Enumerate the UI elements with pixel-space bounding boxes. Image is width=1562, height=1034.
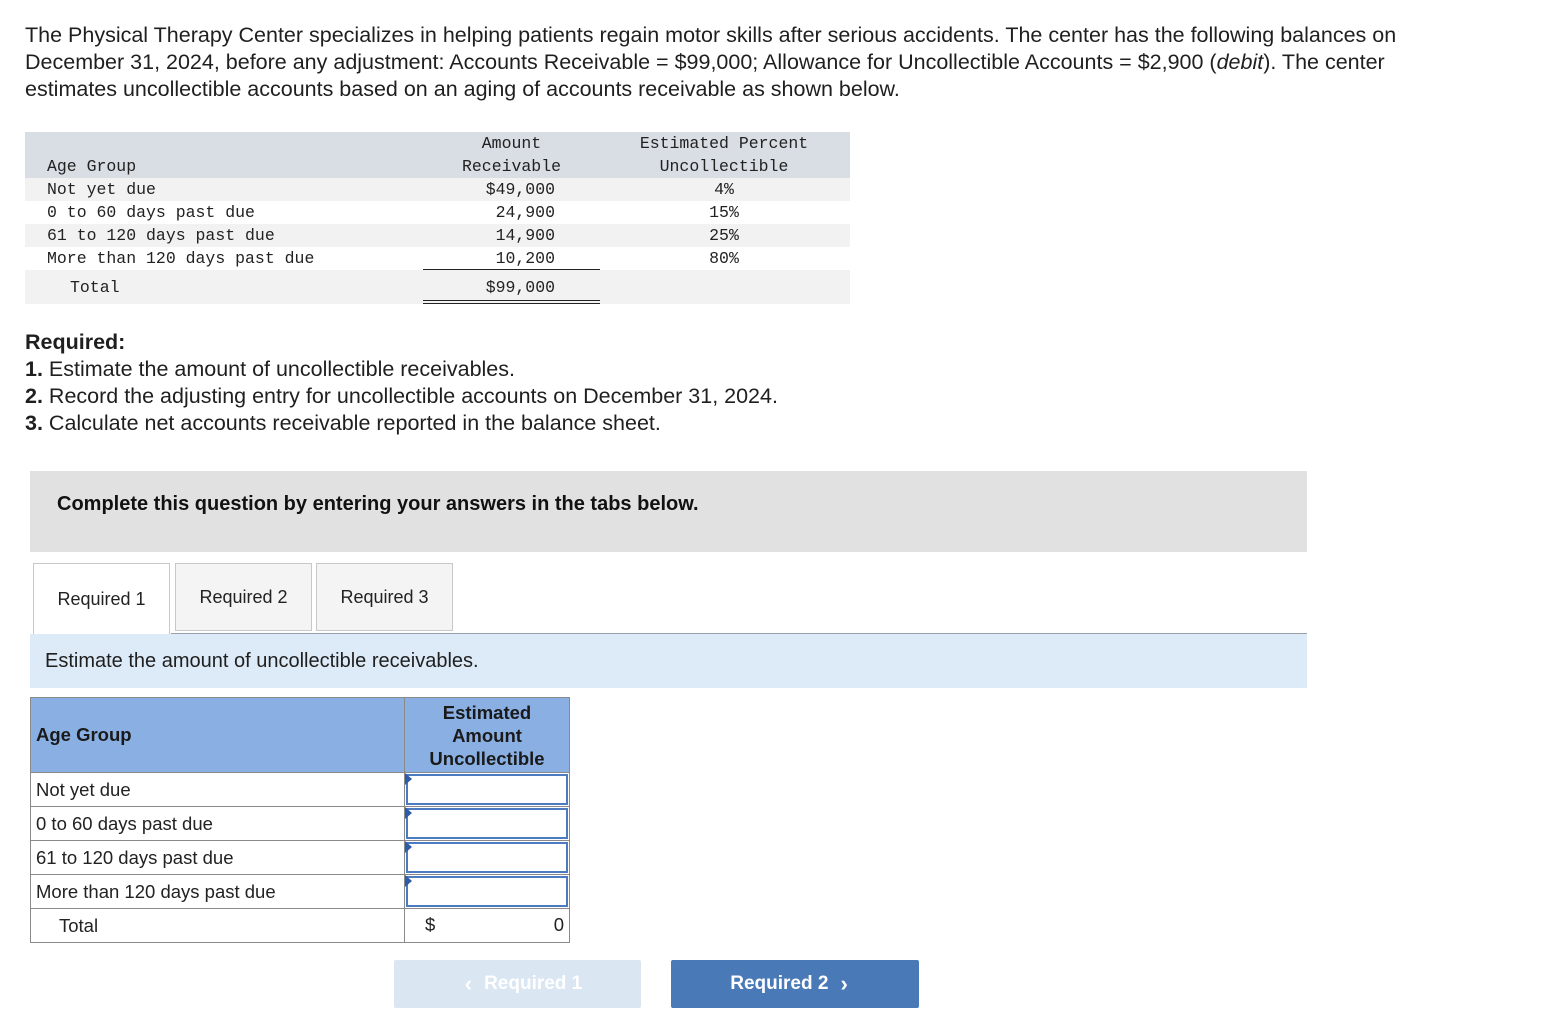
input-marker-icon [405, 875, 412, 887]
aging-row-group: 0 to 60 days past due [47, 203, 255, 222]
aging-header-percent-1: Estimated Percent [639, 134, 809, 153]
answer-row-label: 0 to 60 days past due [31, 807, 405, 841]
required-item-text: Calculate net accounts receivable reported in the balance sheet. [42, 411, 661, 435]
aging-row-group: Not yet due [47, 180, 156, 199]
aging-row-amount: 10,200 [495, 249, 555, 268]
required-item [25, 356, 778, 383]
chevron-right-icon: › [840, 971, 848, 996]
required-item [25, 410, 778, 437]
aging-header-age-group: Age Group [47, 157, 137, 176]
required-item [25, 383, 778, 410]
aging-row-group: More than 120 days past due [47, 249, 315, 268]
intro-italic: debit [1216, 50, 1264, 74]
aging-row-amount: $49,000 [485, 180, 555, 199]
complete-banner [30, 471, 1307, 552]
answer-row [31, 807, 570, 841]
currency-symbol: $ [425, 914, 436, 935]
aging-row-amount: 14,900 [495, 226, 555, 245]
tab-required-2[interactable]: Required 2 [175, 563, 312, 631]
input-box[interactable] [406, 774, 568, 805]
intro-text-1: The Physical Therapy Center specializes in helping patients regain motor skills after serious accidents. The center has the following balances on December 31, 2024, before any adjustment: Accounts Receivable = $99,000; Allowance for Uncollectible Accounts = $2,900 ( [25, 23, 1397, 74]
input-box[interactable] [406, 876, 568, 907]
input-marker-icon [405, 807, 412, 819]
answer-input-not-yet-due[interactable] [405, 773, 570, 807]
answer-total-value: 0 [553, 914, 564, 935]
required-item-number: 1. [25, 357, 43, 381]
tab-required-1[interactable]: Required 1 [33, 563, 170, 634]
aging-row-group: 61 to 120 days past due [47, 226, 275, 245]
required-list [25, 329, 778, 437]
answer-row-label: 61 to 120 days past due [31, 841, 405, 875]
aging-row-percent: 80% [709, 249, 739, 268]
total-double-underline [423, 300, 600, 301]
answer-total-row [31, 909, 570, 943]
required-heading: Required: [25, 330, 126, 354]
answer-input-over-120[interactable] [405, 875, 570, 909]
aging-row-percent: 25% [709, 226, 739, 245]
aging-header-amount-1: Amount [481, 134, 542, 153]
answer-header-estimated [405, 698, 570, 773]
input-box[interactable] [406, 842, 568, 873]
prev-button-label: Required 1 [484, 973, 583, 994]
problem-intro [25, 22, 1445, 103]
answer-row [31, 875, 570, 909]
input-marker-icon [405, 773, 412, 785]
answer-total-label: Total [31, 909, 405, 943]
answer-row [31, 773, 570, 807]
instruction-panel [30, 634, 1307, 688]
answer-row-label: More than 120 days past due [31, 875, 405, 909]
subtotal-underline [423, 269, 600, 270]
total-double-underline [423, 303, 600, 304]
instruction-text: Estimate the amount of uncollectible receivables. [45, 650, 479, 672]
required-item-text: Record the adjusting entry for uncollectible accounts on December 31, 2024. [42, 384, 778, 408]
tab-required-3[interactable]: Required 3 [316, 563, 453, 631]
chevron-left-icon: ‹ [464, 971, 473, 996]
aging-total-amount: $99,000 [485, 278, 555, 297]
answer-row-label: Not yet due [31, 773, 405, 807]
aging-row-amount: 24,900 [495, 203, 555, 222]
required-item-number: 3. [25, 411, 43, 435]
answer-input-61-120[interactable] [405, 841, 570, 875]
input-marker-icon [405, 841, 412, 853]
aging-header-percent-2: Uncollectible [659, 157, 789, 176]
answer-total-cell [405, 909, 570, 943]
answer-input-0-60[interactable] [405, 807, 570, 841]
answer-header-age-group: Age Group [31, 698, 405, 773]
answer-row [31, 841, 570, 875]
aging-row-percent: 4% [714, 180, 734, 199]
answer-header-line: Uncollectible [429, 747, 545, 769]
input-box[interactable] [406, 808, 568, 839]
answer-table-header [31, 698, 570, 773]
aging-row-percent: 15% [709, 203, 739, 222]
aging-header-amount-2: Receivable [461, 157, 562, 176]
next-button[interactable] [671, 960, 919, 1008]
intro-text-2: ). The center estimates uncollectible accounts based on an aging of accounts receivable as shown below. [25, 50, 1385, 101]
answer-table [30, 697, 570, 943]
required-item-text: Estimate the amount of uncollectible receivables. [42, 357, 515, 381]
prev-button[interactable] [394, 960, 641, 1008]
answer-header-line: Amount [452, 724, 522, 746]
complete-banner-text: Complete this question by entering your answers in the tabs below. [57, 493, 699, 515]
next-button-label: Required 2 [730, 973, 829, 994]
required-item-number: 2. [25, 384, 43, 408]
answer-header-line: Estimated [442, 701, 532, 723]
aging-total-label: Total [70, 278, 120, 297]
